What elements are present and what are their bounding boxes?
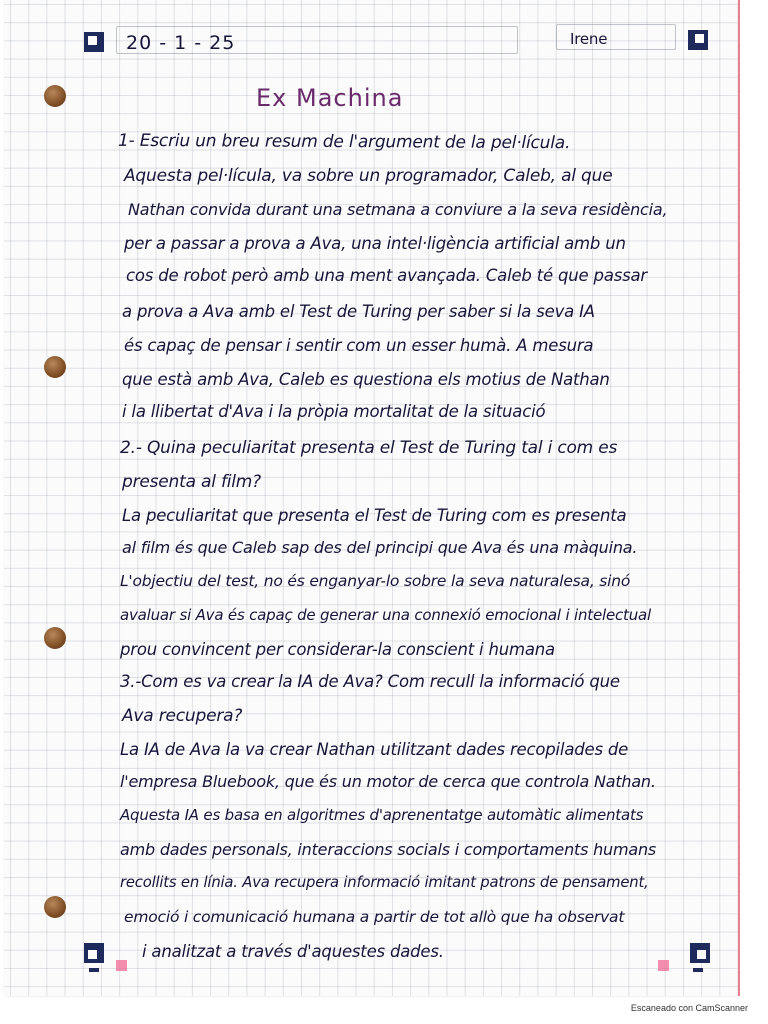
date-text: 20 - 1 - 25 xyxy=(126,32,236,54)
text-line: 2.- Quina peculiaritat presenta el Test de Turing tal i com es xyxy=(120,438,618,458)
text-line: Ava recupera? xyxy=(122,706,243,726)
text-line: L'objectiu del test, no és enganyar-lo sobre la seva naturalesa, sinó xyxy=(120,572,631,590)
name-text: Irene xyxy=(570,30,608,48)
binder-hole xyxy=(44,896,66,918)
pink-marker xyxy=(658,960,669,971)
text-line: amb dades personals, interaccions socials i comportaments humans xyxy=(120,840,657,859)
text-line: prou convincent per considerar-la conscient i humana xyxy=(120,640,555,659)
corner-marker-bottom-right xyxy=(690,943,710,963)
scanner-footer: Escaneado con CamScanner xyxy=(630,1003,748,1013)
text-line: 3.-Com es va crear la IA de Ava? Com recull la informació que xyxy=(120,672,620,691)
corner-marker-bottom-left xyxy=(84,943,104,963)
margin-line xyxy=(738,0,740,996)
text-line: és capaç de pensar i sentir com un esser humà. A mesura xyxy=(124,336,594,355)
binder-hole xyxy=(44,85,66,107)
pink-marker xyxy=(116,960,127,971)
binder-hole xyxy=(44,356,66,378)
text-line: a prova a Ava amb el Test de Turing per saber si la seva IA xyxy=(122,302,595,321)
corner-dash xyxy=(89,968,99,972)
page-title: Ex Machina xyxy=(256,84,404,112)
text-line: que està amb Ava, Caleb es questiona els motius de Nathan xyxy=(122,370,610,389)
text-line: La peculiaritat que presenta el Test de Turing com es presenta xyxy=(122,506,627,525)
corner-marker-top-right xyxy=(688,30,708,50)
text-line: avaluar si Ava és capaç de generar una connexió emocional i intelectual xyxy=(120,606,651,624)
text-line: recollits en línia. Ava recupera informació imitant patrons de pensament, xyxy=(120,874,649,891)
text-line: emoció i comunicació humana a partir de tot allò que ha observat xyxy=(124,908,625,926)
text-line: al film és que Caleb sap des del principi que Ava és una màquina. xyxy=(122,538,638,557)
text-line: Nathan convida durant una setmana a conviure a la seva residència, xyxy=(128,200,668,219)
text-line: i analitzat a través d'aquestes dades. xyxy=(142,942,444,961)
text-line: per a passar a prova a Ava, una intel·ligència artificial amb un xyxy=(124,234,626,253)
corner-dash xyxy=(693,968,703,972)
text-line: Aquesta pel·lícula, va sobre un programador, Caleb, al que xyxy=(124,166,613,186)
text-line: 1- Escriu un breu resum de l'argument de la pel·lícula. xyxy=(117,130,571,154)
text-line: l'empresa Bluebook, que és un motor de cerca que controla Nathan. xyxy=(120,772,656,791)
corner-marker-top-left xyxy=(84,32,104,52)
text-line: presenta al film? xyxy=(122,472,261,492)
binder-hole xyxy=(44,627,66,649)
notebook-page xyxy=(4,0,737,996)
text-line: Aquesta IA es basa en algoritmes d'aprenentatge automàtic alimentats xyxy=(120,806,644,824)
text-line: La IA de Ava la va crear Nathan utilitzant dades recopilades de xyxy=(120,740,629,759)
text-line: i la llibertat d'Ava i la pròpia mortalitat de la situació xyxy=(122,402,546,421)
text-line: cos de robot però amb una ment avançada. Caleb té que passar xyxy=(126,266,648,285)
